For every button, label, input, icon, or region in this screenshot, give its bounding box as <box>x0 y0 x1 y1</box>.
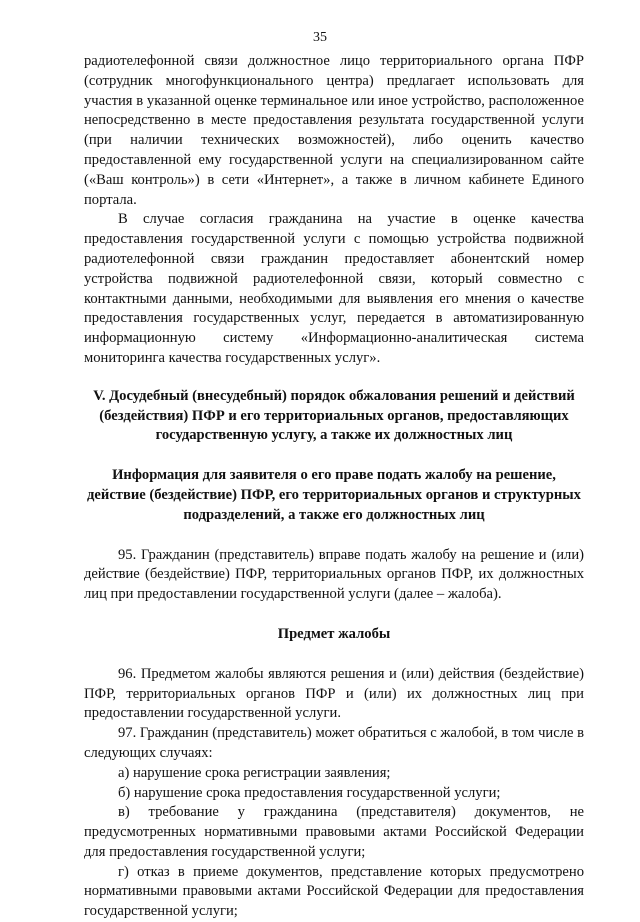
page-number: 35 <box>313 30 327 45</box>
list-item-a: а) нарушение срока регистрации заявления; <box>118 764 391 781</box>
list-item-g: г) отказ в приеме документов, представление которых предусмотрено нормативными правовыми актами Российской Федерации для предоставления государственной услуги; <box>84 863 584 920</box>
paragraph-97: 97. Гражданин (представитель) может обратиться с жалобой, в том числе в следующих случаях: <box>84 725 584 761</box>
paragraph-continuation: радиотелефонной связи должностное лицо территориального органа ПФР (сотрудник многофункционального центра) предлагает использовать для участия в указанной оценке терминальное или иное устройство, расположенное непосредственно в месте предоставления результата государственной услуги (при наличии технических возможностей), либо оценить качество предоставленной ему государственной услуги на специализированном сайте («Ваш контроль») в сети «Интернет», а также в личном кабинете Единого портала. <box>84 53 584 208</box>
section-v-heading: V. Досудебный (внесудебный) порядок обжалования решений и действий (бездействия) ПФР и его территориальных органов, предоставляющих государственную услугу, а также их должностных лиц <box>93 387 575 444</box>
subject-heading: Предмет жалобы <box>277 625 391 642</box>
list-item-v: в) требование у гражданина (представителя) документов, не предусмотренных нормативными правовыми актами Российской Федерации для предоставления государственной услуги; <box>84 804 584 860</box>
list-item-b: б) нарушение срока предоставления государственной услуги; <box>118 784 501 801</box>
paragraph-consent: В случае согласия гражданина на участие в оценке качества предоставления государственной услуги с помощью устройства подвижной радиотелефонной связи гражданин предоставляет абонентский номер устройства подвижной радиотелефонной связи, который совместно с контактными данными, необходимыми для выявления его мнения о качестве предоставления государственных услуг, передается в автоматизированную информационную систему «Информационно-аналитическая система мониторинга качества государственных услуг». <box>84 211 584 366</box>
document-body <box>84 52 584 922</box>
paragraph-96: 96. Предметом жалобы являются решения и (или) действия (бездействие) ПФР, территориальных органов ПФР и (или) их должностных лиц при предоставлении государственной услуги. <box>84 665 584 722</box>
paragraph-95: 95. Гражданин (представитель) вправе подать жалобу на решение и (или) действие (бездействие) ПФР, территориальных органов ПФР, их должностных лиц при предоставлении государственной услуги (далее – жалоба). <box>84 546 584 603</box>
info-heading: Информация для заявителя о его праве подать жалобу на решение, действие (бездействие) ПФР, его территориальных органов и структурных подразделений, а также его должностных лиц <box>87 467 581 523</box>
